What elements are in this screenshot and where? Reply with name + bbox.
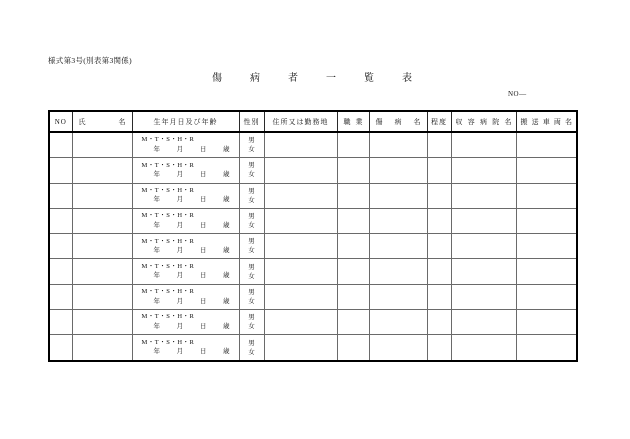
era-initials: M・T・S・H・R	[141, 186, 195, 194]
cell-occupation	[337, 208, 369, 233]
cell-degree	[427, 183, 451, 208]
cell-address-workplace	[264, 183, 337, 208]
header-no: NO	[49, 111, 72, 132]
cell-no	[49, 158, 72, 183]
header-transport-vehicle	[516, 111, 577, 132]
header-occupation	[337, 111, 369, 132]
cell-sex	[239, 234, 264, 259]
date-unit-labels	[133, 271, 239, 280]
date-unit-labels	[133, 297, 239, 306]
table-row	[49, 183, 577, 208]
sex-female-label: 女	[248, 222, 255, 230]
sex-male-label: 男	[248, 288, 255, 296]
cell-hospital	[451, 259, 516, 284]
cell-birthdate-age	[132, 259, 239, 284]
unit-month: 月	[176, 145, 184, 153]
unit-year: 年	[153, 297, 160, 305]
cell-address-workplace	[264, 158, 337, 183]
cell-hospital	[451, 208, 516, 233]
cell-transport-vehicle	[516, 132, 577, 158]
unit-age: 歳	[222, 247, 230, 255]
date-unit-labels	[133, 246, 239, 255]
unit-age: 歳	[222, 297, 230, 305]
cell-injury-name	[369, 335, 427, 361]
era-initials: M・T・S・H・R	[141, 313, 195, 321]
cell-name	[72, 284, 132, 309]
cell-degree	[427, 335, 451, 361]
cell-birthdate-age	[132, 208, 239, 233]
cell-no	[49, 234, 72, 259]
cell-hospital	[451, 284, 516, 309]
cell-occupation	[337, 310, 369, 335]
header-occupation-label: 職業	[343, 117, 363, 126]
casualty-list-table	[48, 110, 578, 362]
era-initials: M・T・S・H・R	[141, 262, 195, 270]
cell-hospital	[451, 132, 516, 158]
cell-injury-name	[369, 132, 427, 158]
cell-name	[72, 183, 132, 208]
sex-female-label: 女	[248, 196, 255, 204]
cell-name	[72, 234, 132, 259]
cell-birthdate-age	[132, 284, 239, 309]
cell-injury-name	[369, 310, 427, 335]
cell-injury-name	[369, 284, 427, 309]
era-initials: M・T・S・H・R	[141, 161, 195, 169]
header-injury-label: 傷病名	[375, 117, 421, 126]
unit-day: 日	[199, 348, 207, 356]
cell-no	[49, 259, 72, 284]
cell-name	[72, 335, 132, 361]
table-row	[49, 132, 577, 158]
header-name	[72, 111, 132, 132]
cell-degree	[427, 310, 451, 335]
sex-male-label: 男	[248, 187, 255, 195]
form-number-label: 様式第3号(別表第3関係)	[48, 56, 132, 65]
unit-month: 月	[176, 171, 184, 179]
table-row	[49, 310, 577, 335]
table-row	[49, 259, 577, 284]
table-row	[49, 208, 577, 233]
unit-day: 日	[199, 272, 207, 280]
cell-no	[49, 183, 72, 208]
date-unit-labels	[133, 347, 239, 356]
unit-year: 年	[153, 171, 160, 179]
sex-male-label: 男	[248, 339, 255, 347]
cell-sex	[239, 310, 264, 335]
sex-male-label: 男	[248, 213, 255, 221]
unit-year: 年	[153, 221, 160, 229]
sex-female-label: 女	[248, 247, 255, 255]
sex-female-label: 女	[248, 323, 255, 331]
unit-year: 年	[153, 145, 160, 153]
cell-hospital	[451, 335, 516, 361]
cell-sex	[239, 132, 264, 158]
cell-birthdate-age	[132, 183, 239, 208]
cell-degree	[427, 158, 451, 183]
cell-address-workplace	[264, 335, 337, 361]
header-address-workplace: 住所又は勤務地	[264, 111, 337, 132]
unit-month: 月	[176, 196, 184, 204]
era-initials: M・T・S・H・R	[141, 338, 195, 346]
cell-name	[72, 132, 132, 158]
unit-age: 歳	[222, 221, 230, 229]
unit-age: 歳	[222, 171, 230, 179]
unit-year: 年	[153, 322, 160, 330]
cell-transport-vehicle	[516, 234, 577, 259]
unit-day: 日	[199, 247, 207, 255]
sex-male-label: 男	[248, 238, 255, 246]
unit-age: 歳	[222, 322, 230, 330]
unit-day: 日	[199, 221, 207, 229]
cell-transport-vehicle	[516, 335, 577, 361]
table-row	[49, 234, 577, 259]
cell-sex	[239, 208, 264, 233]
cell-birthdate-age	[132, 158, 239, 183]
header-birthdate-age: 生年月日及び年齢	[132, 111, 239, 132]
sheet-number-label: NO—	[508, 90, 527, 98]
unit-month: 月	[176, 247, 184, 255]
sex-male-label: 男	[248, 137, 255, 145]
cell-occupation	[337, 259, 369, 284]
cell-transport-vehicle	[516, 284, 577, 309]
unit-day: 日	[199, 196, 207, 204]
unit-month: 月	[176, 272, 184, 280]
cell-no	[49, 132, 72, 158]
header-vehicle-label: 搬送車両名	[520, 117, 572, 126]
cell-sex	[239, 183, 264, 208]
unit-age: 歳	[222, 348, 230, 356]
cell-injury-name	[369, 183, 427, 208]
cell-degree	[427, 208, 451, 233]
cell-injury-name	[369, 158, 427, 183]
header-sex: 性別	[239, 111, 264, 132]
era-initials: M・T・S・H・R	[141, 212, 195, 220]
unit-year: 年	[153, 348, 160, 356]
cell-birthdate-age	[132, 234, 239, 259]
cell-sex	[239, 284, 264, 309]
unit-day: 日	[199, 145, 207, 153]
sex-female-label: 女	[248, 272, 255, 280]
cell-name	[72, 158, 132, 183]
unit-year: 年	[153, 272, 160, 280]
unit-month: 月	[176, 348, 184, 356]
unit-day: 日	[199, 297, 207, 305]
sex-female-label: 女	[248, 297, 255, 305]
cell-birthdate-age	[132, 310, 239, 335]
cell-no	[49, 208, 72, 233]
cell-occupation	[337, 284, 369, 309]
cell-transport-vehicle	[516, 310, 577, 335]
sex-female-label: 女	[248, 348, 255, 356]
cell-hospital	[451, 158, 516, 183]
unit-year: 年	[153, 247, 160, 255]
cell-birthdate-age	[132, 335, 239, 361]
cell-degree	[427, 284, 451, 309]
sex-male-label: 男	[248, 314, 255, 322]
cell-address-workplace	[264, 234, 337, 259]
table-header-row	[49, 111, 577, 132]
cell-address-workplace	[264, 310, 337, 335]
header-name-label: 氏名	[78, 117, 126, 126]
cell-address-workplace	[264, 284, 337, 309]
header-hospital-label: 収容病院名	[455, 117, 512, 126]
cell-degree	[427, 132, 451, 158]
table-row	[49, 158, 577, 183]
sex-male-label: 男	[248, 162, 255, 170]
date-unit-labels	[133, 195, 239, 204]
cell-transport-vehicle	[516, 259, 577, 284]
era-initials: M・T・S・H・R	[141, 237, 195, 245]
cell-no	[49, 284, 72, 309]
cell-address-workplace	[264, 132, 337, 158]
unit-month: 月	[176, 322, 184, 330]
cell-address-workplace	[264, 208, 337, 233]
header-degree: 程度	[427, 111, 451, 132]
cell-transport-vehicle	[516, 208, 577, 233]
sex-female-label: 女	[248, 171, 255, 179]
cell-transport-vehicle	[516, 183, 577, 208]
cell-address-workplace	[264, 259, 337, 284]
unit-year: 年	[153, 196, 160, 204]
header-hospital	[451, 111, 516, 132]
cell-occupation	[337, 335, 369, 361]
cell-occupation	[337, 132, 369, 158]
unit-month: 月	[176, 297, 184, 305]
table-row	[49, 284, 577, 309]
table-row	[49, 335, 577, 361]
cell-injury-name	[369, 234, 427, 259]
cell-hospital	[451, 234, 516, 259]
header-injury-name	[369, 111, 427, 132]
cell-name	[72, 208, 132, 233]
unit-day: 日	[199, 171, 207, 179]
date-unit-labels	[133, 145, 239, 154]
cell-injury-name	[369, 208, 427, 233]
cell-transport-vehicle	[516, 158, 577, 183]
sex-female-label: 女	[248, 146, 255, 154]
cell-degree	[427, 259, 451, 284]
unit-month: 月	[176, 221, 184, 229]
cell-hospital	[451, 183, 516, 208]
date-unit-labels	[133, 170, 239, 179]
cell-degree	[427, 234, 451, 259]
cell-sex	[239, 259, 264, 284]
cell-occupation	[337, 234, 369, 259]
cell-no	[49, 335, 72, 361]
unit-age: 歳	[222, 272, 230, 280]
cell-name	[72, 310, 132, 335]
cell-name	[72, 259, 132, 284]
era-initials: M・T・S・H・R	[141, 288, 195, 296]
unit-age: 歳	[222, 145, 230, 153]
date-unit-labels	[133, 221, 239, 230]
cell-hospital	[451, 310, 516, 335]
cell-injury-name	[369, 259, 427, 284]
unit-day: 日	[199, 322, 207, 330]
era-initials: M・T・S・H・R	[141, 136, 195, 144]
unit-age: 歳	[222, 196, 230, 204]
cell-sex	[239, 158, 264, 183]
cell-occupation	[337, 158, 369, 183]
date-unit-labels	[133, 322, 239, 331]
cell-birthdate-age	[132, 132, 239, 158]
cell-occupation	[337, 183, 369, 208]
page-title: 傷病者一覧表	[212, 73, 440, 84]
cell-sex	[239, 335, 264, 361]
cell-no	[49, 310, 72, 335]
table-body	[49, 132, 577, 361]
sex-male-label: 男	[248, 263, 255, 271]
